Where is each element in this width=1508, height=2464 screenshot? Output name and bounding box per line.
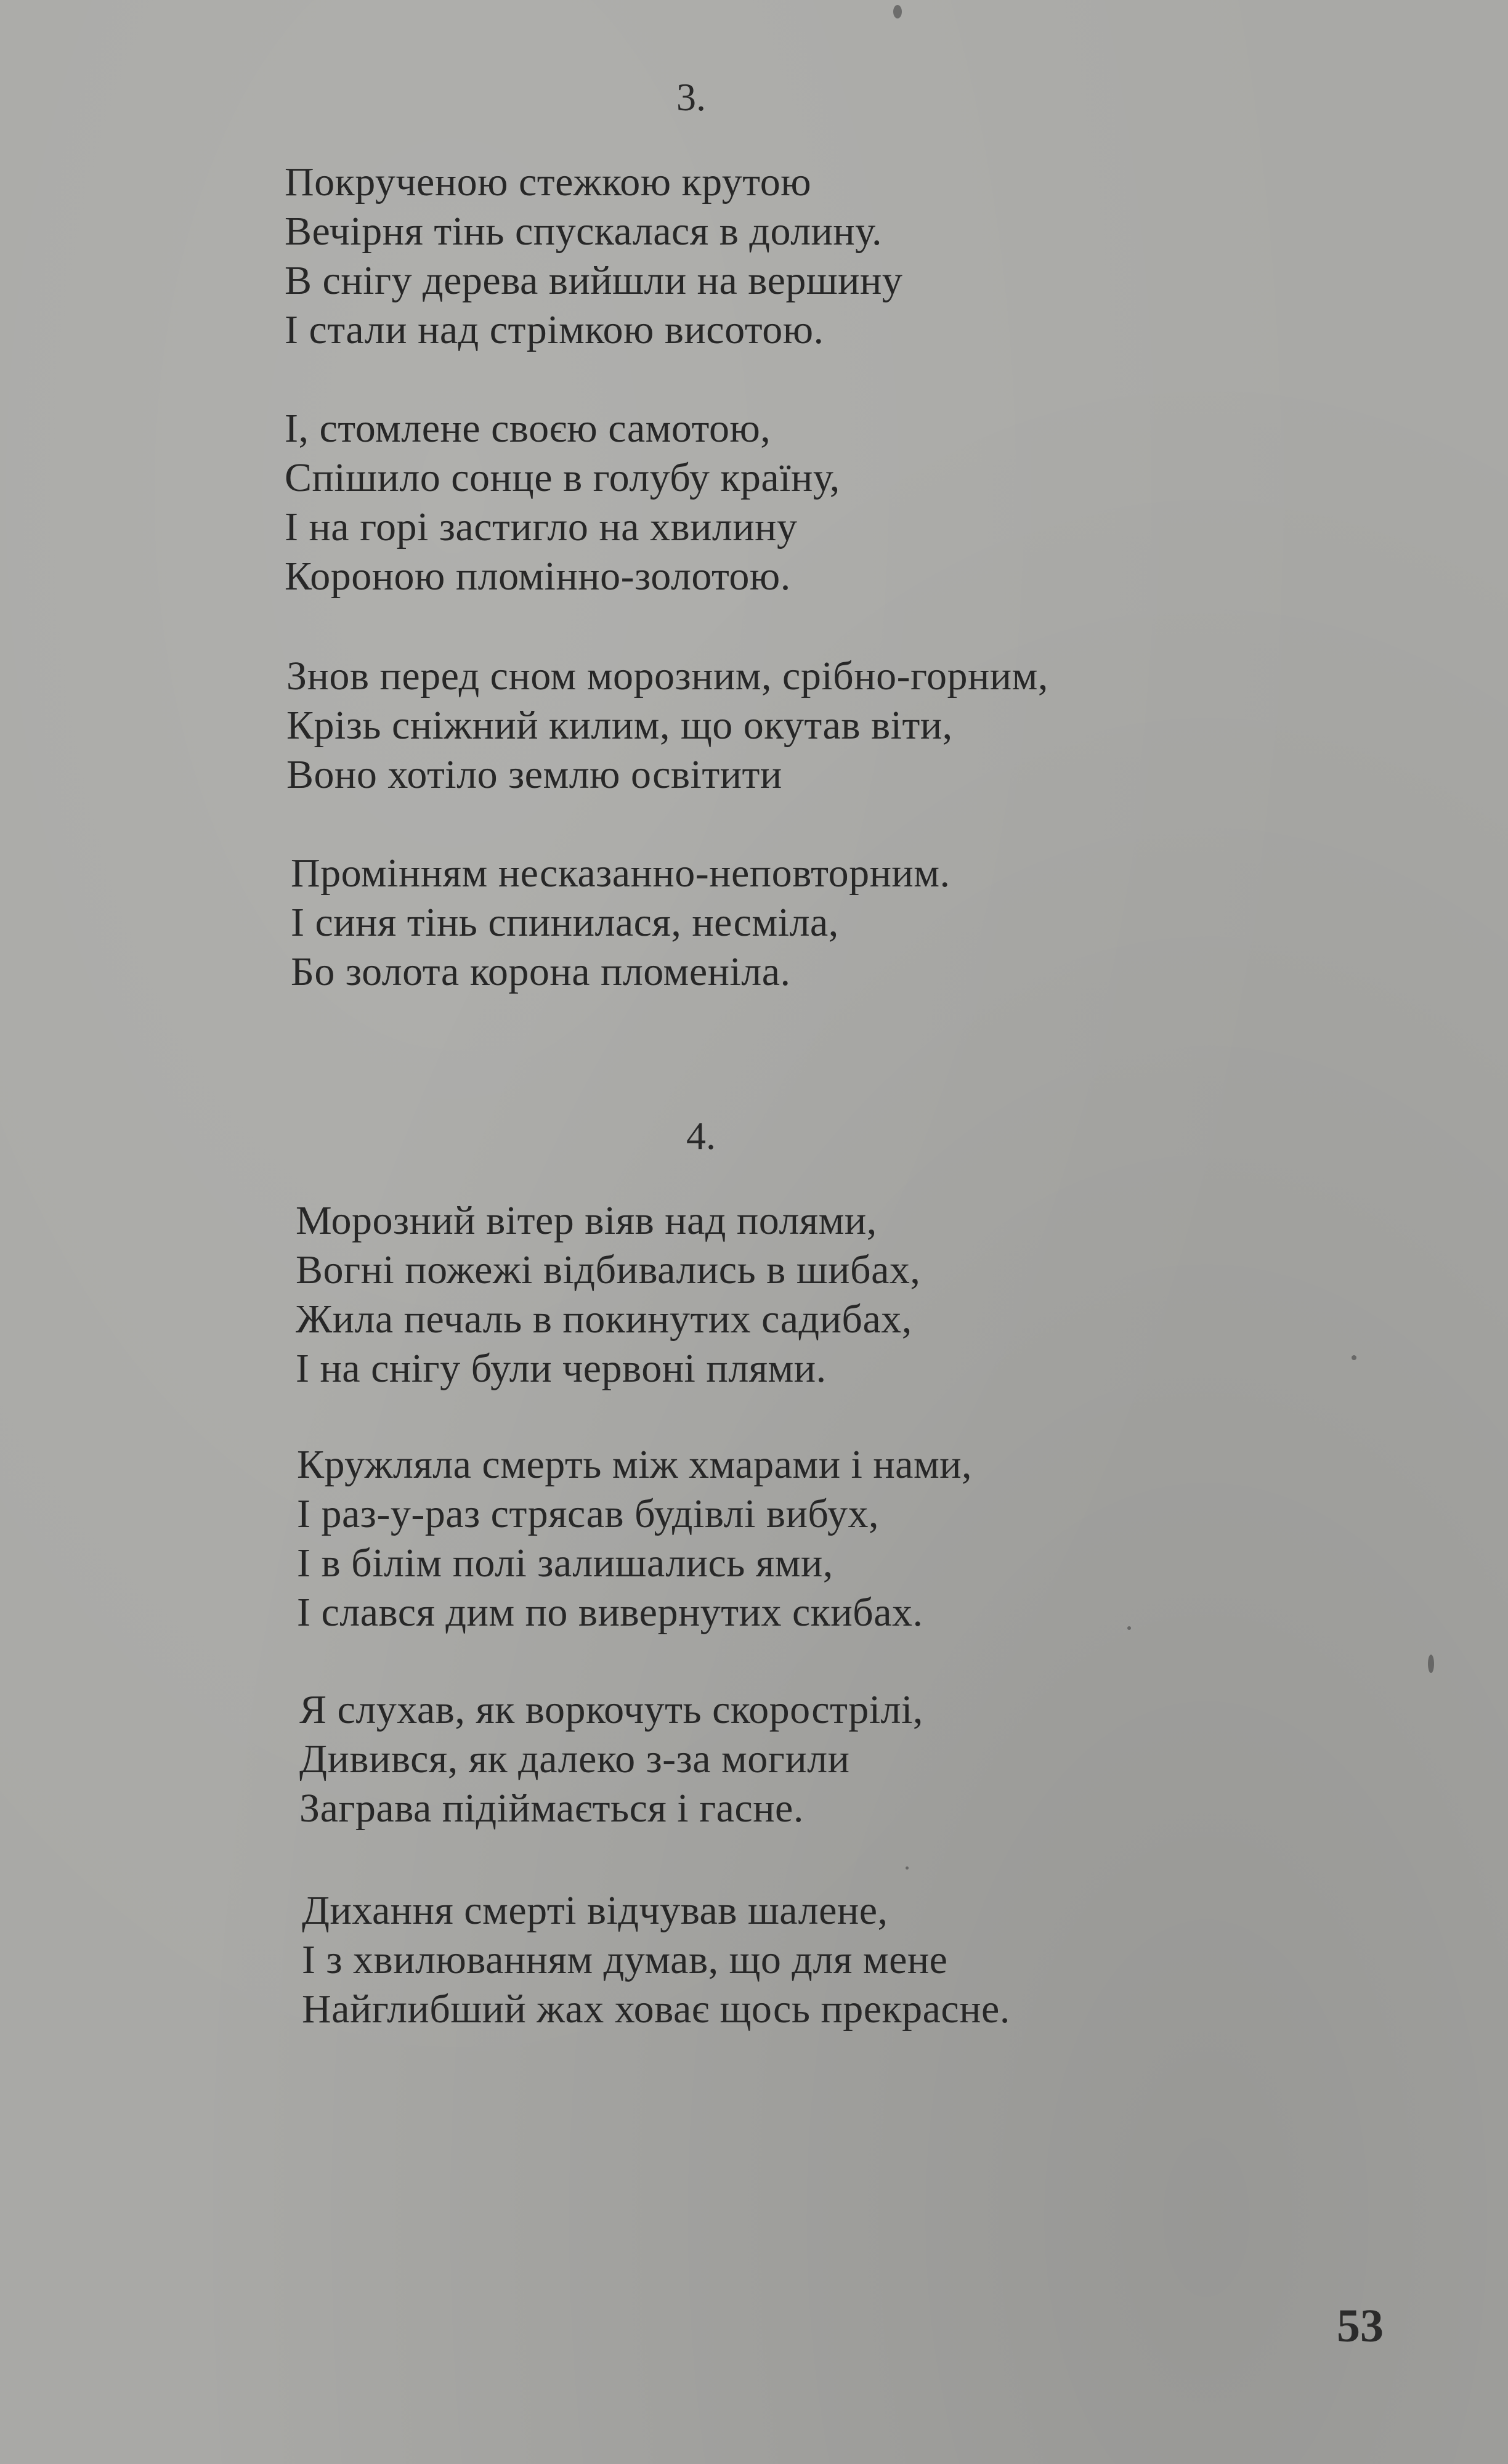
- poem-line: І синя тінь спинилася, несміла,: [291, 900, 839, 945]
- poem-line: І слався дим по вивернутих скибах.: [297, 1590, 923, 1635]
- poem-line: Я слухав, як воркочуть скорострілі,: [299, 1687, 923, 1732]
- poem-line: І раз-у-раз стрясав будівлі вибух,: [297, 1491, 879, 1536]
- poem-line: Крізь сніжний килим, що окутав віти,: [286, 703, 953, 748]
- poem-line: Кружляла смерть між хмарами і нами,: [297, 1442, 973, 1487]
- stanza: [297, 1440, 1344, 1637]
- poem-line: Найглибший жах ховає щось прекрасне.: [302, 1987, 1010, 2032]
- poem-line: Дивився, як далеко з-за могили: [299, 1737, 850, 1781]
- poem-line: Промінням несказанно-неповторним.: [291, 851, 951, 896]
- poem-line: І на снігу були червоні плями.: [296, 1346, 827, 1391]
- poem-line: Вечірня тінь спускалася в долину.: [285, 209, 883, 254]
- section-number: 3.: [676, 75, 706, 119]
- poem-line: Морозний вітер віяв над полями,: [296, 1198, 877, 1243]
- page-number: 53: [1337, 2300, 1384, 2352]
- stanza: [299, 1685, 1347, 1833]
- poem-line: Заграва підіймається і гасне.: [299, 1786, 804, 1831]
- paper-speck: [1428, 1655, 1434, 1673]
- poem-line: Короною пломінно-золотою.: [285, 554, 791, 599]
- poem-line: В снігу дерева вийшли на вершину: [285, 258, 903, 303]
- poem-line: Жила печаль в покинутих садибах,: [296, 1297, 912, 1342]
- poem-line: І стали над стрімкою висотою.: [285, 307, 824, 352]
- paper-speck: [893, 5, 902, 18]
- poem-line: І на горі застигло на хвилину: [285, 505, 798, 549]
- stanza: [285, 158, 1332, 355]
- paper-speck: [1352, 1355, 1356, 1360]
- poem-line: Знов перед сном морозним, срібно-горним,: [286, 654, 1048, 699]
- poem-line: Покрученою стежкою крутою: [285, 160, 811, 205]
- section-number: 4.: [686, 1114, 716, 1157]
- poem-line: Вогні пожежі відбивались в шибах,: [296, 1247, 921, 1292]
- paper-speck: [1127, 1626, 1131, 1630]
- poem-line: І в білім полі залишались ями,: [297, 1541, 833, 1586]
- poem-line: Дихання смерті відчував шалене,: [302, 1888, 888, 1933]
- poem-line: І, стомлене своєю самотою,: [285, 406, 771, 451]
- paper-speck: [906, 1866, 909, 1870]
- stanza: [285, 404, 1332, 601]
- poem-line: Воно хотіло землю освітити: [286, 752, 782, 797]
- stanza: [302, 1886, 1349, 2034]
- poem-line: Бо золота корона пломеніла.: [291, 949, 791, 994]
- stanza: [291, 849, 1338, 997]
- stanza: [286, 652, 1334, 800]
- stanza: [296, 1196, 1343, 1393]
- poem-line: І з хвилюванням думав, що для мене: [302, 1937, 948, 1982]
- poem-line: Спішило сонце в голубу країну,: [285, 455, 840, 500]
